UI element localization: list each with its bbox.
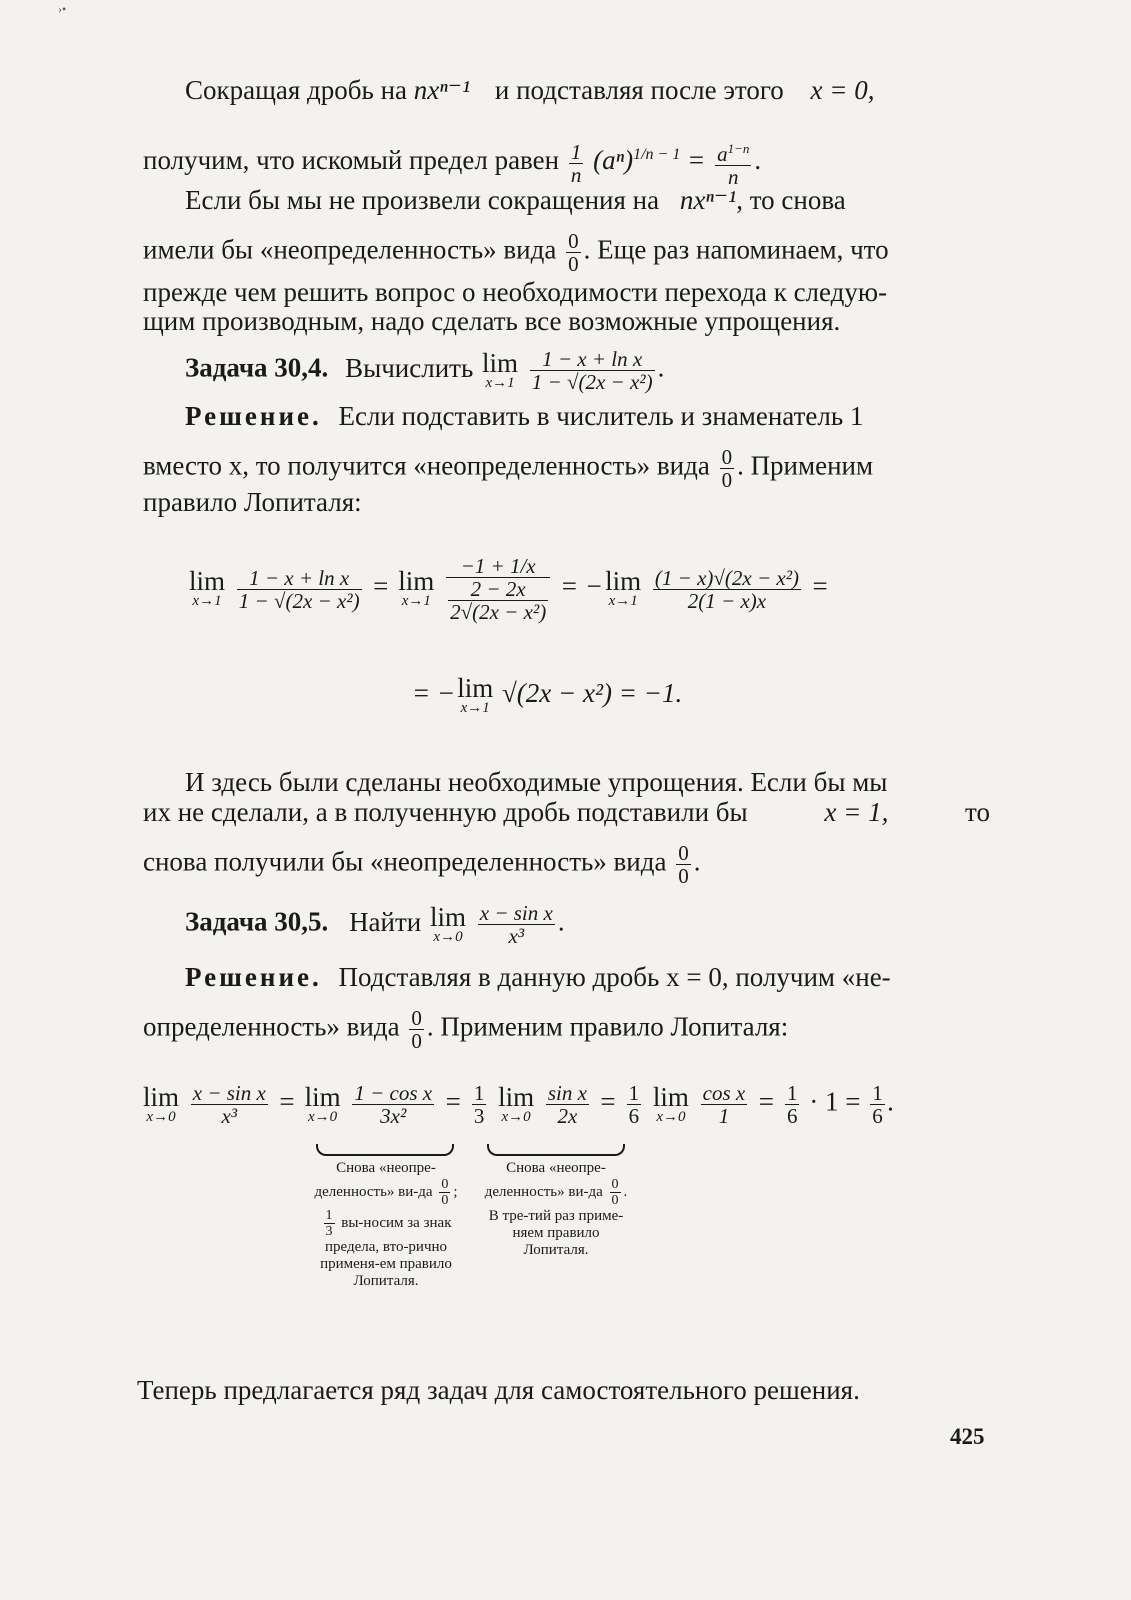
eq5-line: lim x→0 $\frac{\text{x − sin x}}{\text{x³}}$ = lim x→0 $\frac{\text{1 − cos x}}{\text{3x²}}$ = $\frac{1}{3}$ lim x→0 $\frac{\text{sin x}}{2x}$ = $\frac{1}{6}$ lim x→0 $\frac{\text{cos x}}{1}$ = $\frac{1}{6}$ · 1 = $\frac{1}{6}$ . (143, 1081, 895, 1128)
p3-line3: снова получили бы «неопределенность» вида $\frac{0}{0}$ . (143, 841, 701, 888)
corner-mark: ›• (58, 2, 67, 16)
sol5-label: Решение. (185, 962, 322, 992)
page-number: 425 (950, 1424, 985, 1449)
note-2: Снова «неопре-деленность» ви-да $\frac{0}{0}$ . В тре-тий раз приме-няем правило Лопиталя. (484, 1160, 628, 1258)
sol5-line1: Решение. Подставляя в данную дробь x = 0, получим «не- (185, 962, 891, 992)
note-1: Снова «неопре-деленность» ви-да $\frac{0}{0}$ ; $\frac{1}{3}$ вы-носим за знак предела, вто-рично применя-ем правило Лопиталя. (314, 1160, 458, 1289)
frac-a-over-n: $\frac{a^{1-n}}{n}$ (715, 138, 751, 188)
p3-line1: И здесь были сделаны необходимые упрощения. Если бы мы (185, 767, 888, 797)
closing-line: Теперь предлагается ряд задач для самостоятельного решения. (137, 1375, 860, 1405)
task5-line: Задача 30,5. Найти lim x→0 $\frac{\text{x − sin x}}{\text{x³}}$ . (185, 901, 565, 948)
underbrace-2 (487, 1144, 625, 1156)
nxn1-expr: nxⁿ⁻¹ (413, 75, 471, 105)
sol4-line1: Решение. Если подставить в числитель и знаменатель 1 (185, 401, 864, 431)
eq4-line1: lim x→1 $\frac{\text{1 − x + ln x}}{\text{1 − √(2x − x²)}}$ = lim x→1 $\frac{-1 + 1/x}{\frac{2 - 2x}{\text{2√(2x − x²)}}}$ = −lim x→1 $\frac{\text{(1 − x)√(2x − x²)}}{2(1 - x)x}$ = (189, 554, 829, 624)
p3-line2: их не сделали, а в полученную дробь подставили бы x = 1, то (143, 797, 990, 827)
eq4-complex-fraction: $\frac{-1 + 1/x}{\frac{2 - 2x}{\text{2√(2x − x²)}}}$ (446, 555, 550, 623)
p2-line3: прежде чем решить вопрос о необходимости перехода к следую- (143, 277, 888, 307)
frac-1-over-n: $\frac{1}{n}$ (570, 139, 582, 187)
sol4-label: Решение. (185, 401, 322, 431)
frac-zero-zero: $\frac{0}{0}$ (568, 229, 579, 276)
sol5-line2: определенность» вида $\frac{0}{0}$ . Применим правило Лопиталя: (143, 1006, 789, 1053)
task4-label: Задача 30,4. (185, 352, 329, 383)
sol4-line3: правило Лопиталя: (143, 487, 362, 517)
lim-operator: lim x→1 (482, 347, 519, 391)
task4-fraction: $\frac{\text{1 − x + ln x}}{\text{1 − √(2x − x²)}}$ (531, 347, 653, 394)
p2-line1: Если бы мы не произвели сокращения на nxⁿ⁻¹, то снова (185, 185, 846, 215)
task5-fraction: $\frac{\text{x − sin x}}{\text{x³}}$ (479, 901, 553, 948)
task5-label: Задача 30,5. (185, 906, 329, 937)
p1-line2: получим, что искомый предел равен $\frac{1}{n}$ $(a^n)^{1/n - 1}$ = $\frac{a^{1-n}}{n}$ . (143, 139, 762, 189)
underbrace-1 (316, 1144, 454, 1156)
p2-line2: имели бы «неопределенность» вида $\frac{0}{0}$ . Еще раз напоминаем, что (143, 229, 889, 276)
eq4-line2: = −lim x→1 √(2x − x²) = −1. (412, 673, 683, 716)
p1-line1: Сокращая дробь на nxⁿ⁻¹ и подставляя после этого x = 0, (185, 75, 875, 105)
sol4-line2: вместо x, то получится «неопределенность» вида $\frac{0}{0}$ . Применим (143, 445, 874, 492)
p2-line4: щим производным, надо сделать все возможные упрощения. (143, 306, 841, 336)
task4-line: Задача 30,4. Вычислить lim x→1 $\frac{\text{1 − x + ln x}}{\text{1 − √(2x − x²)}}$ . (185, 347, 665, 394)
